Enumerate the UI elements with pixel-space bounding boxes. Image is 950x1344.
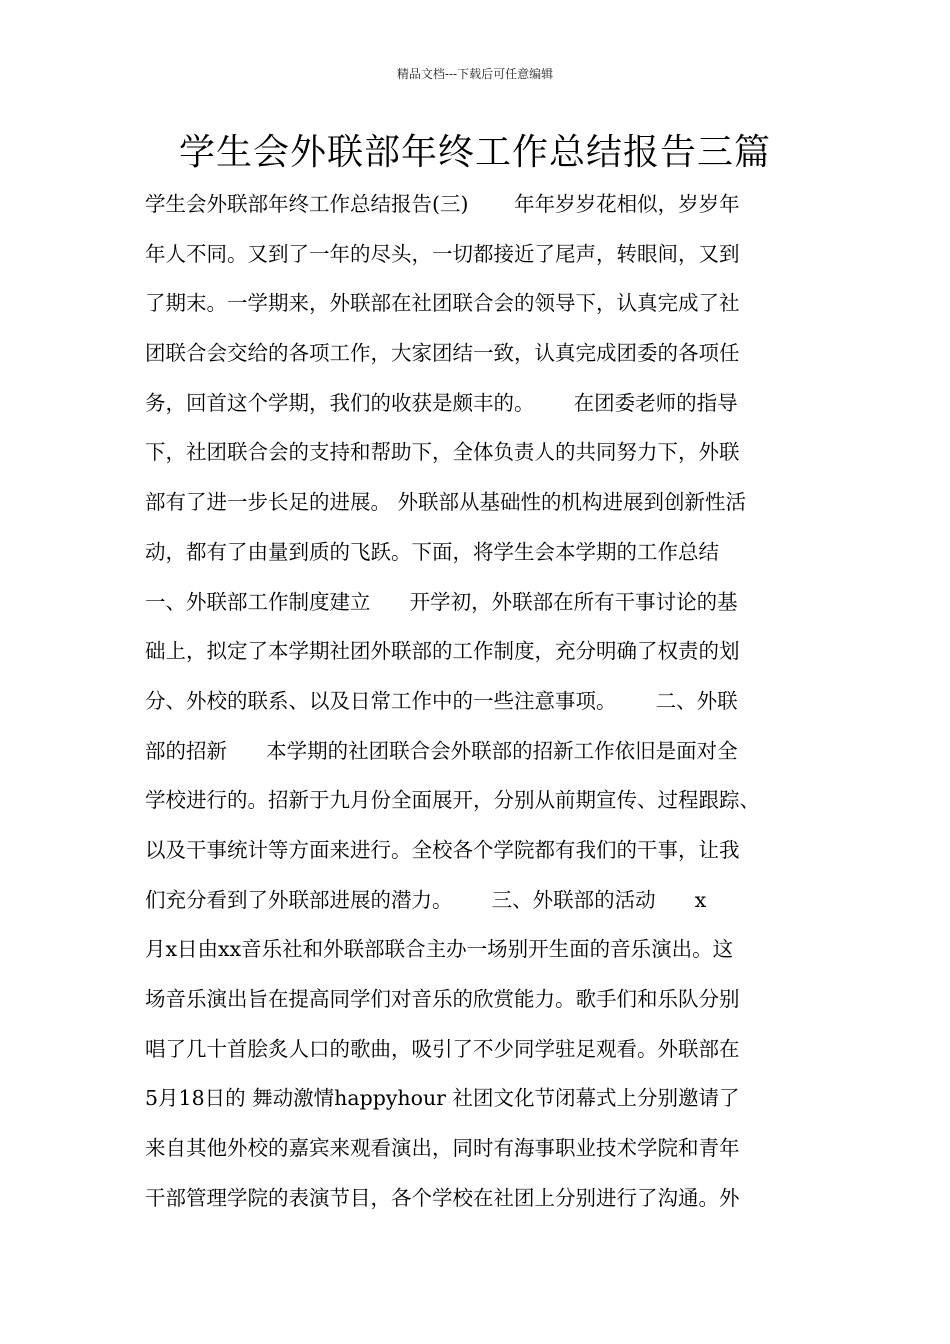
text-line: 一、外联部工作制度建立 开学初，外联部在所有干事讨论的基 [145, 589, 738, 614]
text-line: 月x日由xx音乐社和外联部联合主办一场别开生面的音乐演出。这 [145, 937, 734, 962]
text-line: 来自其他外校的嘉宾来观看演出，同时有海事职业技术学院和青年 [145, 1136, 740, 1161]
text-line: 下，社团联合会的支持和帮助下，全体负责人的共同努力下，外联 [145, 440, 740, 465]
text-line: 部有了进一步长足的进展。 外联部从基础性的机构进展到创新性活 [145, 490, 747, 515]
text-line: 分、外校的联系、以及日常工作中的一些注意事项。 二、外联 [145, 688, 738, 713]
text-line: 团联合会交给的各项工作，大家团结一致，认真完成团委的各项任 [145, 341, 740, 366]
text-line: 们充分看到了外联部进展的潜力。 三、外联部的活动 x [145, 887, 707, 912]
text-line: 学生会外联部年终工作总结报告(三) 年年岁岁花相似，岁岁年 [145, 192, 740, 216]
text-line: 动，都有了由量到质的飞跃。下面，将学生会本学期的工作总结 [145, 539, 719, 564]
text-line: 唱了几十首脍炙人口的歌曲，吸引了不少同学驻足观看。外联部在 [145, 1036, 740, 1061]
text-line: 年人不同。又到了一年的尽头，一切都接近了尾声，转眼间，又到 [145, 241, 740, 266]
document-title: 学生会外联部年终工作总结报告三篇 [178, 132, 771, 173]
text-line: 部的招新 本学期的社团联合会外联部的招新工作依旧是面对全 [145, 738, 738, 763]
text-line: 干部管理学院的表演节目，各个学校在社团上分别进行了沟通。外 [145, 1185, 740, 1210]
text-line: 学校进行的。招新于九月份全面展开，分别从前期宣传、过程跟踪、 [145, 788, 760, 813]
text-line: 了期末。一学期来，外联部在社团联合会的领导下，认真完成了社 [145, 291, 740, 316]
text-line: 以及干事统计等方面来进行。全校各个学院都有我们的干事，让我 [145, 837, 740, 862]
header-note: 精品文档---下载后可任意编辑 [396, 67, 554, 81]
text-line: 5月18日的 舞动激情happyhour 社团文化节闭幕式上分别邀请了 [145, 1086, 740, 1111]
body-text [145, 180, 817, 1223]
text-line: 场音乐演出旨在提高同学们对音乐的欣赏能力。歌手们和乐队分别 [145, 987, 740, 1011]
text-line: 础上，拟定了本学期社团外联部的工作制度，充分明确了权责的划 [145, 639, 740, 664]
text-line: 务，回首这个学期，我们的收获是颇丰的。 在团委老师的指导 [145, 390, 738, 415]
